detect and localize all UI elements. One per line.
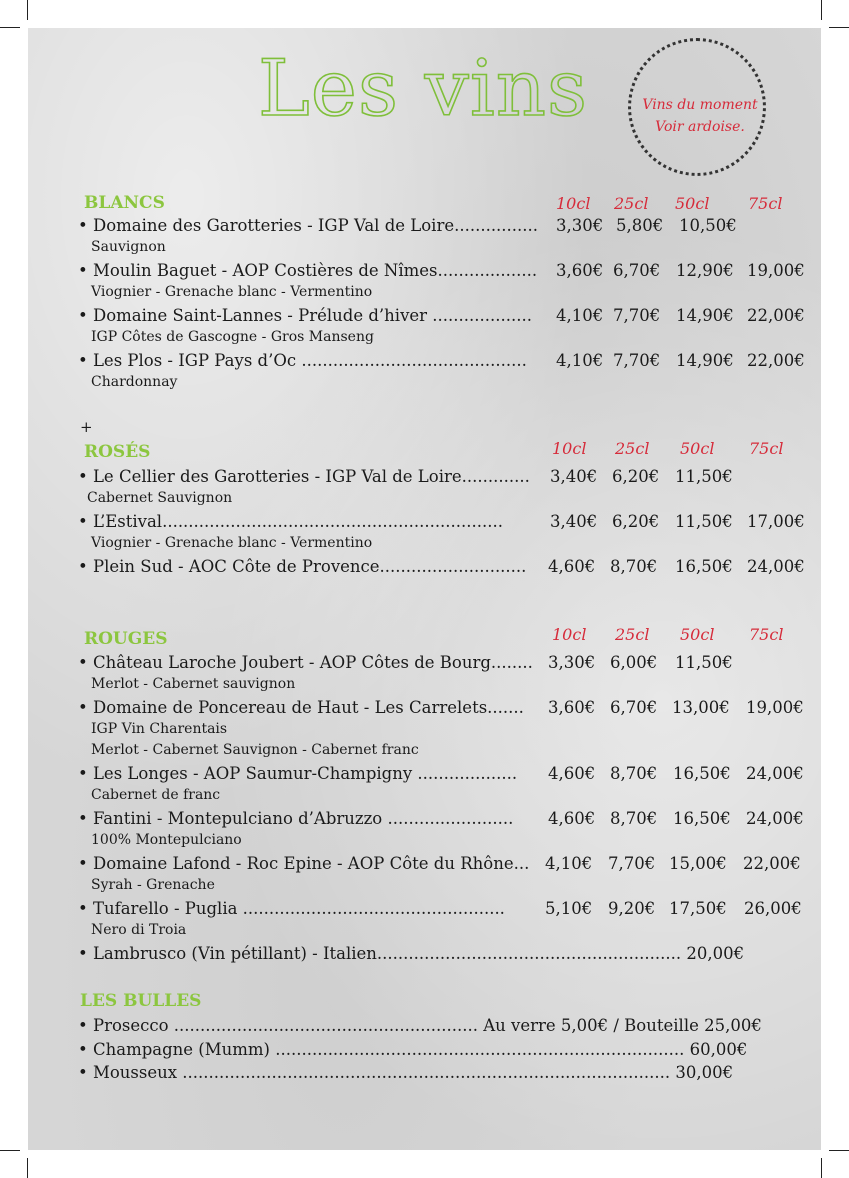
wine-name: • Fantini - Montepulciano d’Abruzzo ........................	[78, 809, 514, 828]
price-25cl: 6,20€	[612, 512, 660, 531]
price-10cl: 3,40€	[550, 512, 598, 531]
crop-mark	[821, 1158, 822, 1178]
price-25cl: 7,70€	[613, 306, 661, 325]
price-25cl: 8,70€	[610, 764, 658, 783]
price-25cl: 6,70€	[610, 698, 658, 717]
price-10cl: 3,30€	[556, 216, 604, 235]
price-10cl: 4,60€	[548, 809, 596, 828]
wine-name: • Plein Sud - AOC Côte de Provence............................	[78, 557, 527, 576]
section-heading-bulles: LES BULLES	[80, 991, 202, 1011]
wine-appellation: IGP Vin Charentais	[91, 721, 228, 737]
price-10cl: 4,10€	[556, 351, 604, 370]
price-10cl: 4,10€	[556, 306, 604, 325]
price-25cl: 7,70€	[608, 854, 656, 873]
crop-mark	[829, 27, 849, 28]
stamp-line-1: Vins du moment	[642, 97, 758, 113]
wine-grapes: IGP Côtes de Gascogne - Gros Manseng	[91, 329, 374, 345]
crop-mark	[27, 1158, 28, 1178]
col-header: 50cl	[675, 194, 710, 213]
price-25cl: 9,20€	[608, 899, 656, 918]
wine-name: • Domaine Saint-Lannes - Prélude d’hiver ...................	[78, 306, 532, 325]
wine-grapes: Viognier - Grenache blanc - Vermentino	[91, 535, 373, 551]
wine-name: • Domaine des Garotteries - IGP Val de Loire................	[78, 216, 539, 235]
price-50cl: 15,00€	[669, 854, 727, 873]
wine-grapes: Cabernet Sauvignon	[87, 490, 233, 506]
price-75cl: 19,00€	[746, 698, 804, 717]
crop-mark	[829, 1150, 849, 1151]
price-50cl: 16,50€	[675, 557, 733, 576]
price-10cl: 3,40€	[550, 467, 598, 486]
wine-grapes: Cabernet de franc	[91, 787, 221, 803]
col-header: 10cl	[552, 439, 587, 458]
wine-grapes: Chardonnay	[91, 374, 178, 390]
price-25cl: 5,80€	[616, 216, 664, 235]
wine-name: • Tufarello - Puglia ..................................................	[78, 899, 505, 918]
price-50cl: 16,50€	[673, 764, 731, 783]
wine-name-lambrusco: • Lambrusco (Vin pétillant) - Italien.......................................................... 20,00€	[78, 944, 745, 963]
crop-mark	[0, 27, 20, 28]
price-50cl: 12,90€	[676, 261, 734, 280]
wine-grapes: Syrah - Grenache	[91, 877, 215, 893]
price-75cl: 24,00€	[747, 557, 805, 576]
wine-name: • Domaine Lafond - Roc Epine - AOP Côte du Rhône...	[78, 854, 530, 873]
wine-grapes: Viognier - Grenache blanc - Vermentino	[91, 284, 373, 300]
section-heading-rouges: ROUGES	[84, 629, 168, 649]
price-75cl: 24,00€	[746, 809, 804, 828]
wine-name: • Les Plos - IGP Pays d’Oc ...........................................	[78, 351, 527, 370]
price-50cl: 11,50€	[675, 467, 733, 486]
wine-name: • Le Cellier des Garotteries - IGP Val de Loire.............	[78, 467, 530, 486]
price-25cl: 6,70€	[613, 261, 661, 280]
plus-mark: +	[80, 418, 93, 436]
wine-name: • Domaine de Poncereau de Haut - Les Carrelets.......	[78, 698, 524, 717]
price-50cl: 11,50€	[675, 653, 733, 672]
page-title: Les vins	[258, 44, 589, 134]
stamp-line-2: Voir ardoise.	[655, 119, 745, 135]
wine-name: • Les Longes - AOP Saumur-Champigny ...................	[78, 764, 518, 783]
price-75cl: 19,00€	[747, 261, 805, 280]
wine-grapes: Nero di Troia	[91, 922, 187, 938]
price-75cl: 24,00€	[746, 764, 804, 783]
price-50cl: 13,00€	[672, 698, 730, 717]
section-heading-roses: ROSÉS	[84, 442, 151, 462]
price-50cl: 14,90€	[676, 306, 734, 325]
stamp-text	[628, 94, 772, 138]
wine-grapes: Merlot - Cabernet sauvignon	[91, 676, 296, 692]
price-25cl: 6,00€	[610, 653, 658, 672]
price-10cl: 3,30€	[548, 653, 596, 672]
price-50cl: 17,50€	[669, 899, 727, 918]
wine-grapes: 100% Montepulciano	[91, 832, 242, 848]
col-header: 50cl	[680, 625, 715, 644]
col-header: 25cl	[614, 194, 649, 213]
price-10cl: 4,10€	[545, 854, 593, 873]
price-25cl: 8,70€	[610, 557, 658, 576]
col-header: 75cl	[749, 439, 784, 458]
price-50cl: 11,50€	[675, 512, 733, 531]
bulles-item: • Prosecco .......................................................... Au verre 5,00€ / Bouteille 25,00€	[78, 1016, 762, 1035]
price-25cl: 8,70€	[610, 809, 658, 828]
col-header: 25cl	[615, 625, 650, 644]
col-header: 10cl	[556, 194, 591, 213]
price-75cl: 17,00€	[747, 512, 805, 531]
wine-name: • Moulin Baguet - AOP Costières de Nîmes...................	[78, 261, 538, 280]
wine-name: • Château Laroche Joubert - AOP Côtes de Bourg........	[78, 653, 533, 672]
col-header: 10cl	[552, 625, 587, 644]
price-75cl: 22,00€	[743, 854, 801, 873]
price-10cl: 5,10€	[545, 899, 593, 918]
price-10cl: 3,60€	[556, 261, 604, 280]
crop-mark	[27, 0, 28, 20]
price-25cl: 6,20€	[612, 467, 660, 486]
wine-grapes: Merlot - Cabernet Sauvignon - Cabernet franc	[91, 742, 419, 758]
bulles-item: • Champagne (Mumm) .............................................................................. 60,00€	[78, 1040, 748, 1059]
price-50cl: 14,90€	[676, 351, 734, 370]
price-10cl: 4,60€	[548, 764, 596, 783]
col-header: 75cl	[748, 194, 783, 213]
crop-mark	[0, 1150, 20, 1151]
wine-grapes: Sauvignon	[91, 239, 166, 255]
price-50cl: 16,50€	[673, 809, 731, 828]
price-75cl: 26,00€	[744, 899, 802, 918]
section-heading-blancs: BLANCS	[84, 193, 165, 213]
price-25cl: 7,70€	[613, 351, 661, 370]
wine-name: • L’Estival.................................................................	[78, 512, 503, 531]
price-50cl: 10,50€	[679, 216, 737, 235]
price-10cl: 4,60€	[548, 557, 596, 576]
price-75cl: 22,00€	[747, 351, 805, 370]
col-header: 50cl	[680, 439, 715, 458]
col-header: 25cl	[615, 439, 650, 458]
crop-mark	[821, 0, 822, 20]
price-75cl: 22,00€	[747, 306, 805, 325]
bulles-item: • Mousseux ............................................................................................. 30,00€	[78, 1063, 734, 1082]
price-10cl: 3,60€	[548, 698, 596, 717]
col-header: 75cl	[749, 625, 784, 644]
